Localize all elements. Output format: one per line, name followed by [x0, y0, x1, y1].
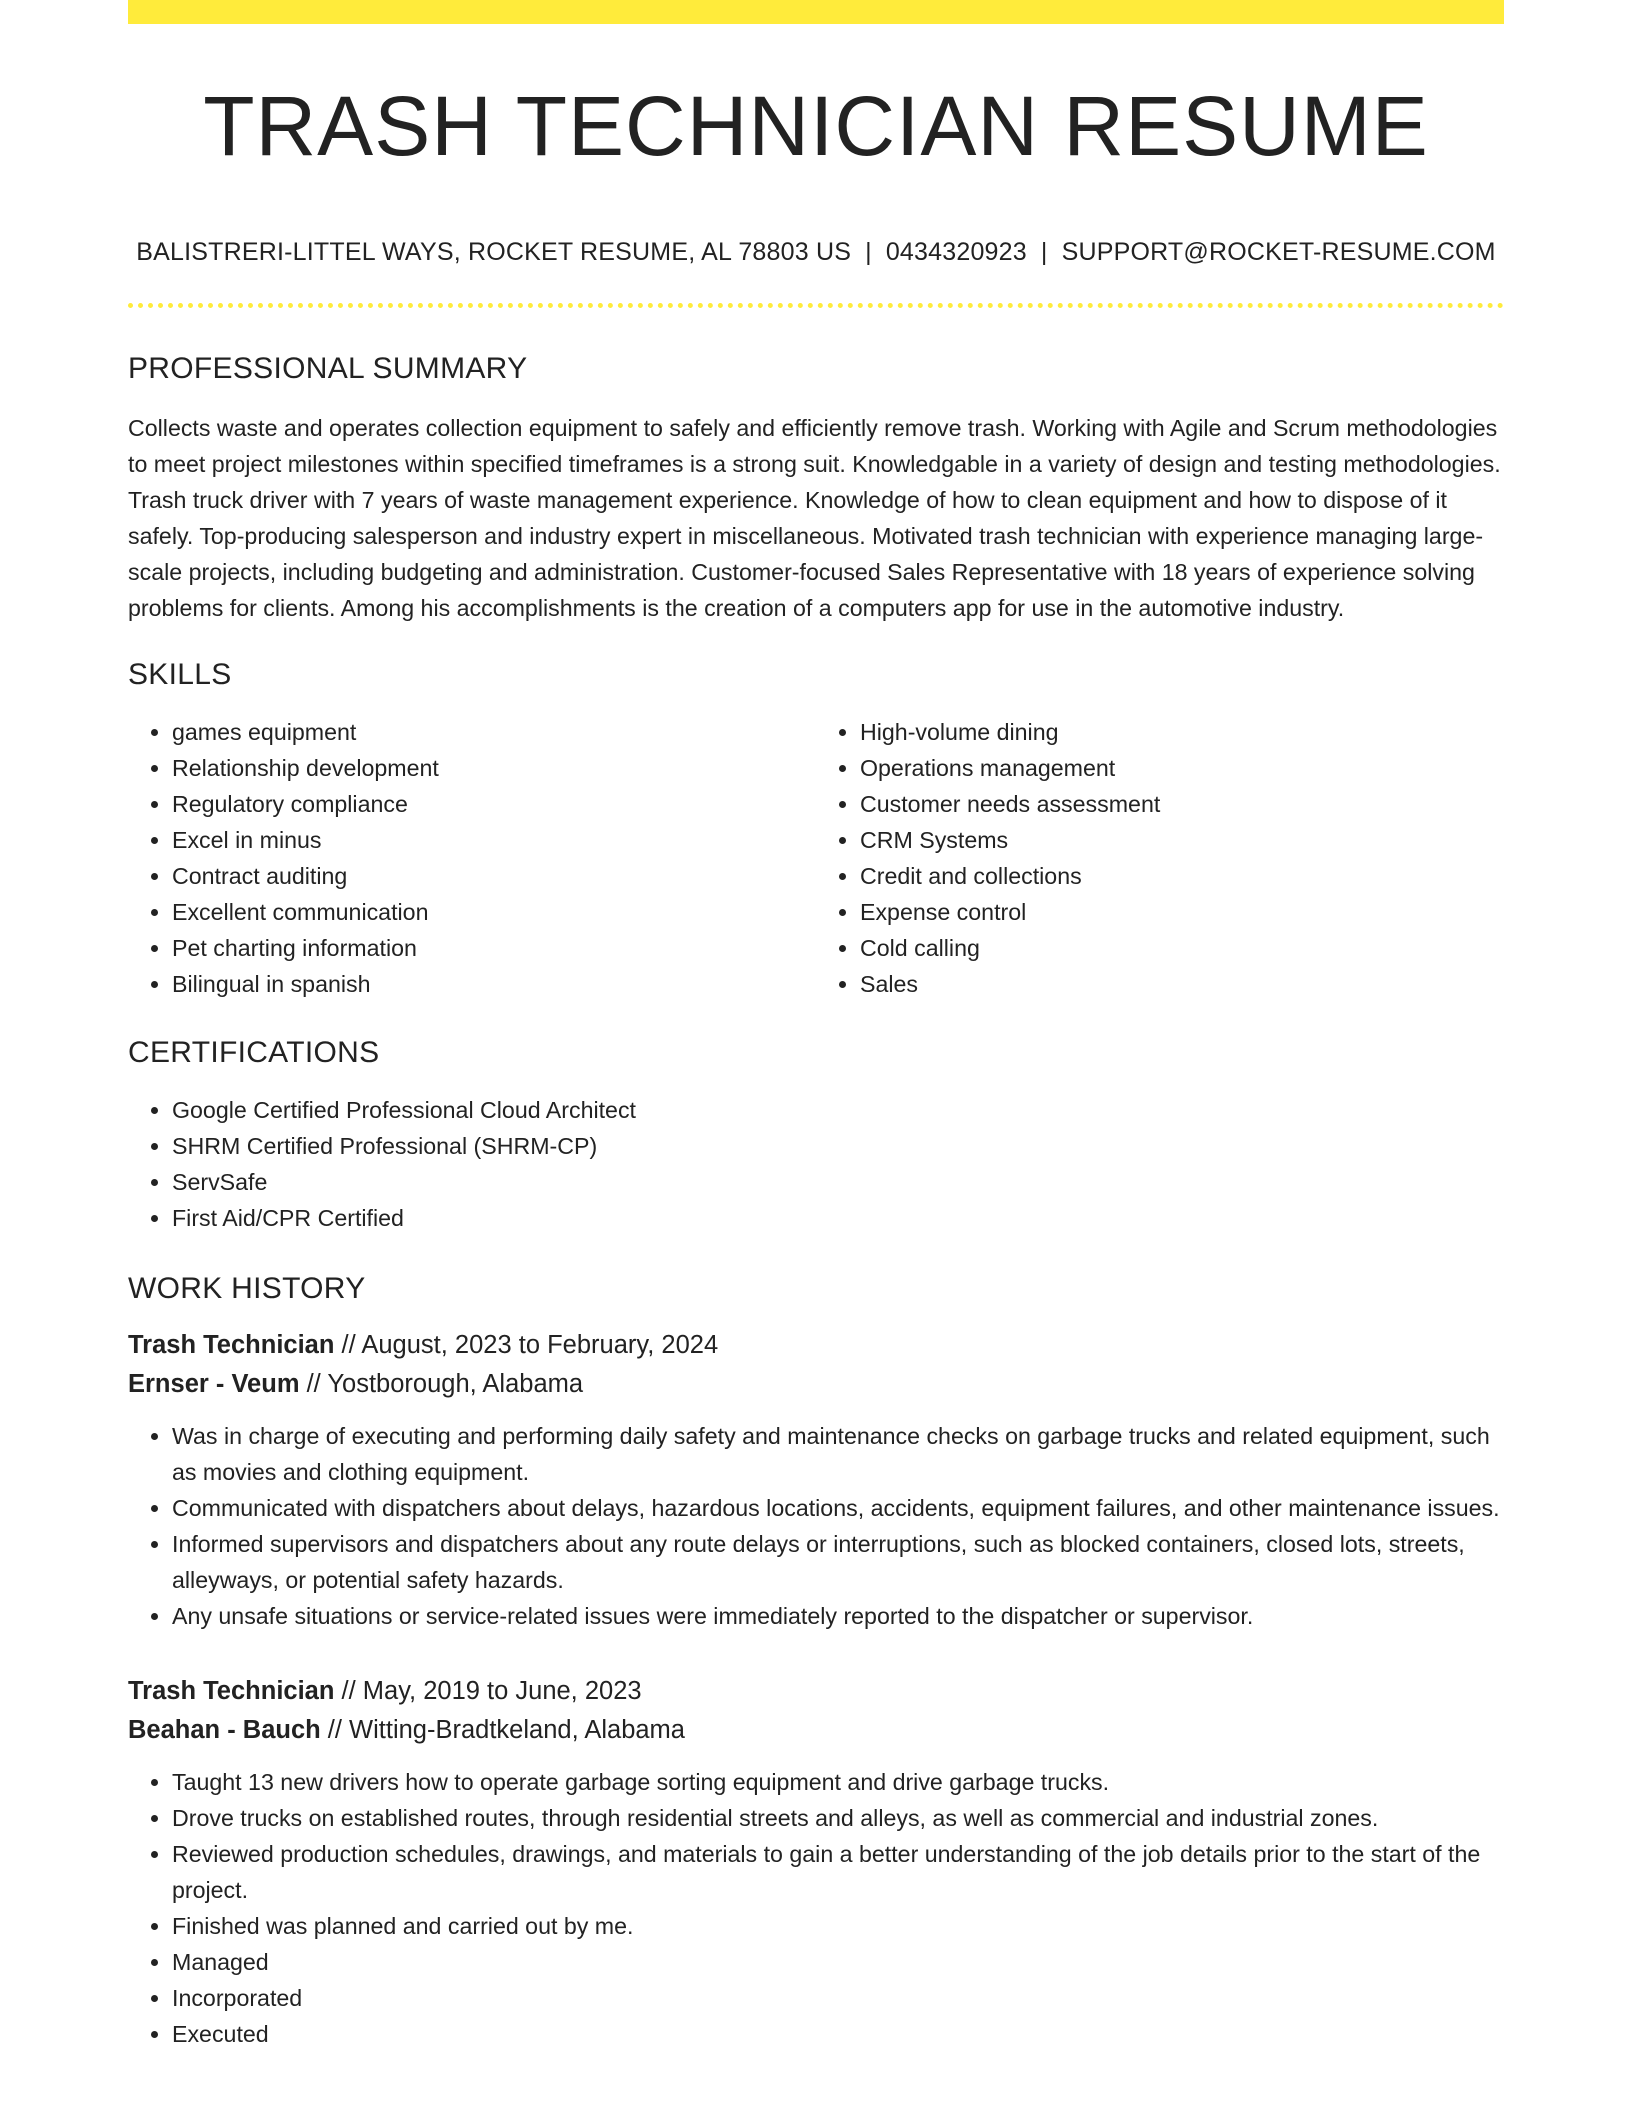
- contact-phone: 0434320923: [885, 238, 1027, 266]
- job-dates: // May, 2019 to June, 2023: [334, 1677, 642, 1705]
- job-company-line: [128, 1365, 1504, 1404]
- job-dates: // August, 2023 to February, 2024: [334, 1331, 719, 1359]
- contact-address: BALISTRERI-LITTEL WAYS, ROCKET RESUME, AL 78803 US: [136, 238, 852, 266]
- contact-separator: |: [1040, 238, 1048, 266]
- skill-item: • games equipment: [172, 714, 816, 750]
- job-bullet: • Was in charge of executing and performing daily safety and maintenance checks on garbage trucks and related equipment, such as movies and clothing equipment.: [172, 1418, 1504, 1490]
- job-bullet: • Incorporated: [172, 1980, 1504, 2016]
- skill-item: • High-volume dining: [860, 714, 1504, 750]
- skill-item: • Pet charting information: [172, 930, 816, 966]
- job-bullet: • Managed: [172, 1944, 1504, 1980]
- skill-item: • Credit and collections: [860, 858, 1504, 894]
- dotted-divider: [128, 303, 1504, 308]
- contact-separator: |: [865, 238, 872, 266]
- certifications-list: [128, 1092, 1504, 1236]
- skill-item: • Expense control: [860, 894, 1504, 930]
- job-entry: [128, 1326, 1504, 1634]
- job-bullet: • Informed supervisors and dispatchers about any route delays or interruptions, such as blocked containers, closed lots, streets, alleyways, or potential safety hazards.: [172, 1526, 1504, 1598]
- job-bullet: • Communicated with dispatchers about delays, hazardous locations, accidents, equipment failures, and other maintenance issues.: [172, 1490, 1504, 1526]
- certification-item: • SHRM Certified Professional (SHRM-CP): [172, 1128, 1504, 1164]
- skill-item: • Regulatory compliance: [172, 786, 816, 822]
- summary-text: Collects waste and operates collection equipment to safely and efficiently remove trash. Working with Agile and Scrum methodologies to meet project milestones within specified timeframes is a strong suit. Knowledgable in a variety of design and testing methodologies. Trash truck driver with 7 years of waste management experience. Knowledge of how to clean equipment and how to dispose of it safely. Top-producing salesperson and industry expert in miscellaneous. Motivated trash technician with experience managing large-scale projects, including budgeting and administration. Customer-focused Sales Representative with 18 years of experience solving problems for clients. Among his accomplishments is the creation of a computers app for use in the automotive industry.: [128, 415, 1501, 621]
- skill-item: • Sales: [860, 966, 1504, 1002]
- skill-item: • Contract auditing: [172, 858, 816, 894]
- skills-heading: SKILLS: [128, 658, 232, 691]
- job-company-line: [128, 1711, 1504, 1750]
- skill-item: • Excel in minus: [172, 822, 816, 858]
- resume-title: TRASH TECHNICIAN RESUME: [203, 79, 1429, 173]
- job-bullet-list: [128, 1764, 1504, 2052]
- certification-item: • First Aid/CPR Certified: [172, 1200, 1504, 1236]
- skill-item: • Operations management: [860, 750, 1504, 786]
- work-history-heading: WORK HISTORY: [128, 1272, 366, 1305]
- skill-item: • Cold calling: [860, 930, 1504, 966]
- job-bullet: • Reviewed production schedules, drawings, and materials to gain a better understanding of the job details prior to the start of the project.: [172, 1836, 1504, 1908]
- job-location: // Witting-Bradtkeland, Alabama: [320, 1716, 685, 1744]
- job-role: Trash Technician: [128, 1677, 335, 1705]
- job-title-line: [128, 1672, 1504, 1711]
- job-entry: [128, 1672, 1504, 2052]
- skills-right-list: [816, 714, 1504, 1002]
- job-role: Trash Technician: [128, 1331, 335, 1359]
- contact-email: SUPPORT@ROCKET-RESUME.COM: [1061, 238, 1496, 266]
- resume-page: [128, 0, 1504, 2052]
- skill-item: • Bilingual in spanish: [172, 966, 816, 1002]
- accent-top-bar: [128, 0, 1504, 24]
- job-bullet: • Any unsafe situations or service-related issues were immediately reported to the dispatcher or supervisor.: [172, 1598, 1504, 1634]
- contact-line: [128, 240, 1504, 265]
- skill-item: • Relationship development: [172, 750, 816, 786]
- job-bullet: • Finished was planned and carried out by me.: [172, 1908, 1504, 1944]
- job-bullet: • Taught 13 new drivers how to operate garbage sorting equipment and drive garbage trucks.: [172, 1764, 1504, 1800]
- job-bullet: • Executed: [172, 2016, 1504, 2052]
- certification-item: • Google Certified Professional Cloud Architect: [172, 1092, 1504, 1128]
- job-bullet: • Drove trucks on established routes, through residential streets and alleys, as well as commercial and industrial zones.: [172, 1800, 1504, 1836]
- skill-item: • Customer needs assessment: [860, 786, 1504, 822]
- skill-item: • CRM Systems: [860, 822, 1504, 858]
- job-company: Beahan - Bauch: [128, 1716, 321, 1744]
- certification-item: • ServSafe: [172, 1164, 1504, 1200]
- job-location: // Yostborough, Alabama: [299, 1370, 584, 1398]
- skill-item: • Excellent communication: [172, 894, 816, 930]
- skills-left-list: [128, 714, 816, 1002]
- job-company: Ernser - Veum: [128, 1370, 300, 1398]
- summary-heading: PROFESSIONAL SUMMARY: [128, 352, 528, 385]
- certifications-heading: CERTIFICATIONS: [128, 1036, 380, 1069]
- job-title-line: [128, 1326, 1504, 1365]
- job-bullet-list: [128, 1418, 1504, 1634]
- skills-columns: [128, 714, 1504, 1002]
